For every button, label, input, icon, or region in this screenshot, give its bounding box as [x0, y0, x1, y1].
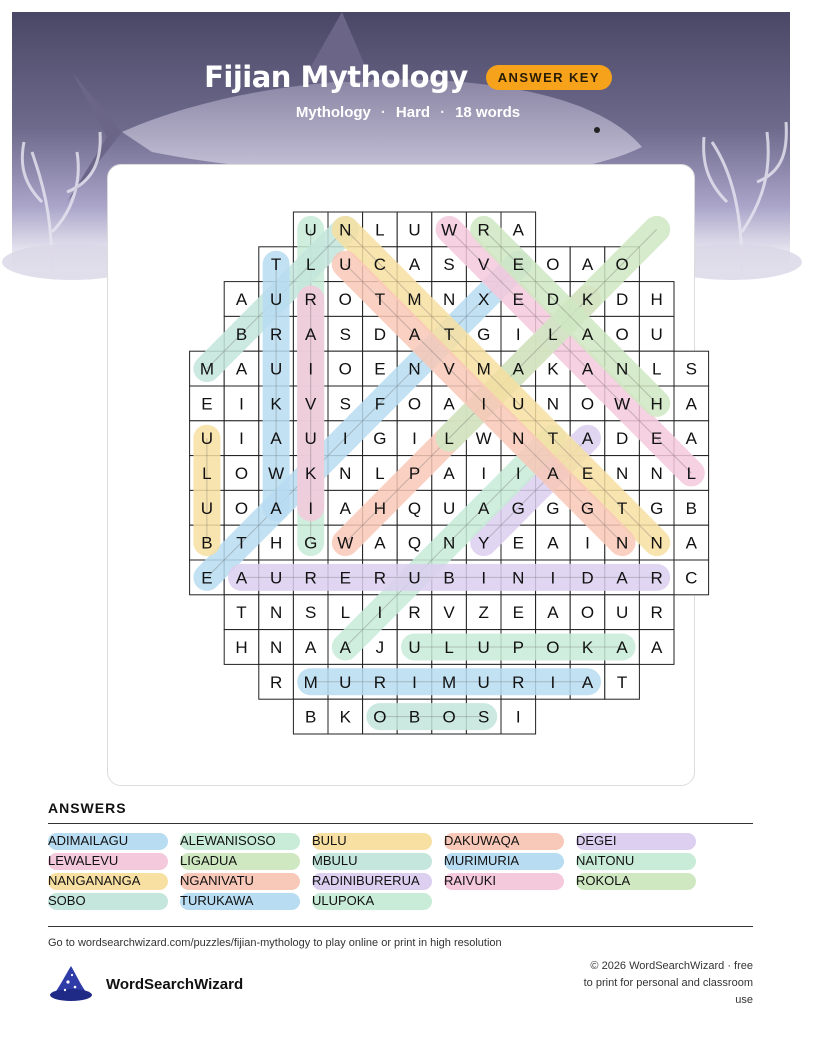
grid-letter: N	[615, 533, 629, 553]
brand-name: WordSearchWizard	[106, 975, 244, 993]
grid-letter: U	[339, 672, 352, 692]
grid-letter: D	[373, 324, 387, 344]
answer-item	[48, 832, 180, 850]
grid-letter: A	[547, 533, 559, 553]
grid-letter: N	[339, 464, 352, 483]
grid-letter: H	[650, 394, 663, 414]
grid-letter: A	[408, 255, 421, 275]
grid-letter: L	[444, 638, 454, 657]
word-search-grid	[155, 212, 698, 742]
grid-letter: I	[377, 603, 383, 623]
grid-letter: V	[478, 255, 490, 275]
grid-letter: L	[340, 603, 351, 623]
grid-letter: E	[512, 603, 524, 623]
grid-letter: L	[375, 464, 385, 483]
grid-letter: O	[546, 638, 560, 657]
grid-letter: U	[269, 359, 283, 379]
grid-letter: A	[512, 359, 524, 379]
grid-letter: K	[305, 464, 317, 483]
grid-letter: H	[373, 498, 387, 518]
grid-letter: R	[269, 672, 283, 692]
grid-letter: G	[511, 498, 525, 518]
grid-letter: B	[408, 707, 421, 727]
grid-letter: U	[200, 429, 214, 449]
grid-letter: N	[546, 394, 560, 414]
divider	[48, 823, 753, 824]
answer-item	[48, 872, 180, 890]
grid-letter: S	[685, 359, 697, 379]
answer-list	[48, 832, 758, 910]
grid-letter: W	[268, 464, 285, 483]
grid-letter: K	[270, 394, 282, 414]
grid-letter: U	[304, 429, 317, 449]
grid-letter: U	[408, 568, 421, 588]
answer-word: LIGADUA	[180, 853, 238, 868]
answer-item	[312, 852, 444, 870]
grid-letter: M	[476, 359, 491, 379]
grid-letter: T	[270, 255, 282, 275]
grid-letter: G	[580, 498, 595, 518]
grid-letter: U	[200, 498, 214, 518]
grid-letter: E	[201, 568, 213, 588]
answer-word: MBULU	[312, 853, 358, 868]
grid-letter: O	[407, 394, 422, 414]
grid-letter: I	[412, 672, 417, 692]
grid-letter: K	[581, 638, 594, 657]
grid-letter: A	[235, 359, 248, 379]
grid-letter: T	[616, 498, 628, 518]
grid-letter: A	[581, 429, 594, 449]
grid-letter: U	[408, 638, 421, 657]
grid-letter: N	[269, 603, 283, 623]
answer-key-badge: ANSWER KEY	[486, 65, 612, 90]
grid-letter: G	[304, 533, 318, 553]
grid-letter: O	[615, 255, 629, 275]
grid-letter: N	[442, 290, 456, 309]
grid-letter: T	[236, 533, 247, 553]
grid-letter: A	[581, 672, 594, 692]
grid-letter: G	[477, 324, 491, 344]
grid-letter: N	[650, 533, 663, 553]
grid-letter: A	[685, 429, 697, 449]
grid-letter: S	[478, 707, 490, 727]
grid-letter: K	[581, 290, 594, 309]
grid-letter: O	[338, 359, 352, 379]
grid-letter: R	[304, 568, 317, 588]
word-count-label: 18 words	[455, 104, 521, 121]
grid-letter: D	[615, 429, 629, 449]
grid-letter: I	[308, 498, 314, 518]
grid-letter: A	[270, 498, 282, 518]
grid-letter: I	[481, 568, 487, 588]
grid-letter: I	[481, 394, 487, 414]
wizard-hat-icon	[48, 964, 94, 1004]
answer-item	[48, 852, 180, 870]
grid-letter: R	[512, 672, 525, 692]
grid-letter: P	[408, 464, 421, 483]
grid-letter: I	[515, 324, 521, 344]
grid-letter: N	[512, 429, 525, 449]
category-label: Mythology	[295, 104, 371, 121]
grid-letter: E	[651, 429, 663, 449]
grid-letter: R	[477, 220, 490, 240]
separator-dot: ·	[380, 104, 386, 121]
grid-letter: B	[235, 324, 248, 344]
grid-letter: M	[407, 290, 422, 309]
footer-url-text: Go to wordsearchwizard.com/puzzles/fijian-mythology to play online or print in high resolution	[48, 937, 502, 949]
grid-letter: L	[305, 255, 316, 275]
grid-letter: C	[373, 255, 387, 275]
answer-item	[312, 892, 444, 910]
grid-letter: L	[375, 220, 385, 240]
grid-letter: E	[512, 290, 524, 309]
grid-letter: M	[199, 359, 214, 379]
grid-letter: N	[408, 359, 421, 379]
grid-letter: A	[374, 533, 386, 553]
grid-letter: Q	[407, 498, 422, 518]
grid-letter: K	[339, 707, 351, 727]
grid-letter: A	[443, 394, 455, 414]
grid-letter: R	[269, 324, 283, 344]
copyright-text: © 2026 WordSearchWizard · free to print for personal and classroom use	[583, 960, 753, 1006]
grid-letter: C	[685, 568, 698, 588]
grid-letter: O	[580, 394, 595, 414]
grid-letter: R	[408, 603, 421, 623]
grid-letter: U	[477, 672, 490, 692]
grid-letter: A	[305, 638, 317, 657]
grid-letter: A	[305, 324, 317, 344]
grid-letter: O	[373, 707, 387, 727]
grid-letter: S	[443, 255, 455, 275]
page-title: Fijian Mythology	[204, 60, 468, 94]
grid-letter: B	[201, 533, 213, 553]
answers-heading: ANSWERS	[48, 800, 127, 816]
divider	[48, 926, 753, 927]
grid-letter: D	[546, 290, 560, 309]
grid-letter: I	[550, 568, 556, 588]
grid-letter: N	[269, 638, 283, 657]
grid-letter: O	[546, 255, 560, 275]
grid-letter: T	[547, 429, 559, 449]
grid-letter: O	[580, 603, 595, 623]
answer-word: DEGEI	[576, 833, 617, 848]
grid-letter: I	[481, 464, 487, 483]
grid-letter: E	[374, 359, 386, 379]
grid-letter: E	[201, 394, 213, 414]
grid-letter: E	[581, 464, 594, 483]
grid-letter: U	[269, 290, 283, 309]
grid-letter: N	[615, 359, 629, 379]
grid-letter: V	[305, 394, 317, 414]
grid-letter: X	[478, 290, 490, 309]
grid-letter: V	[443, 359, 455, 379]
difficulty-label: Hard	[395, 104, 431, 121]
grid-letter: M	[442, 672, 457, 692]
grid-letter: V	[443, 603, 455, 623]
answer-item	[444, 872, 576, 890]
grid-letter: Z	[478, 603, 489, 623]
grid-letter: K	[547, 359, 559, 379]
grid-letter: L	[686, 464, 697, 483]
grid-letter: D	[615, 290, 629, 309]
grid-letter: D	[581, 568, 594, 588]
answer-item	[576, 852, 708, 870]
grid-letter: U	[269, 568, 283, 588]
grid-letter: E	[512, 533, 524, 553]
grid-letter: A	[339, 638, 351, 657]
answer-word: ADIMAILAGU	[48, 833, 129, 848]
grid-letter: A	[270, 429, 282, 449]
grid-letter: Y	[478, 533, 490, 553]
grid-letter: A	[512, 220, 524, 240]
grid-letter: B	[685, 498, 697, 518]
answer-item	[180, 872, 312, 890]
grid-letter: Q	[407, 533, 422, 553]
answer-item	[180, 832, 312, 850]
answer-item	[576, 872, 708, 890]
answer-word: ULUPOKA	[312, 893, 375, 908]
grid-letter: P	[512, 638, 524, 657]
grid-letter: A	[581, 359, 594, 379]
grid-letter: A	[651, 638, 663, 657]
grid-letter: H	[269, 533, 283, 553]
answer-word: ALEWANISOSO	[180, 833, 276, 848]
answer-item	[312, 832, 444, 850]
answer-word: NANGANANGA	[48, 873, 141, 888]
grid-letter: L	[548, 324, 558, 344]
grid-letter: E	[512, 255, 524, 275]
grid-letter: A	[547, 464, 559, 483]
grid-letter: B	[443, 568, 455, 588]
grid-letter: W	[441, 220, 458, 240]
answer-item	[48, 892, 180, 910]
grid-letter: N	[615, 464, 629, 483]
grid-letter: N	[650, 464, 663, 483]
grid-letter: I	[515, 707, 521, 727]
answer-item	[444, 832, 576, 850]
grid-letter: S	[339, 394, 351, 414]
grid-letter: O	[234, 464, 249, 483]
answer-word: NAITONU	[576, 853, 635, 868]
grid-letter: F	[374, 394, 386, 414]
brand-logo[interactable]	[48, 964, 243, 1004]
grid-letter: L	[651, 359, 662, 379]
grid-letter: A	[581, 324, 594, 344]
grid-letter: A	[339, 498, 351, 518]
answer-word: RADINIBURERUA	[312, 873, 420, 888]
answer-word: SOBO	[48, 893, 86, 908]
grid-letter: U	[512, 394, 525, 414]
grid-letter: N	[442, 533, 456, 553]
answer-word: RAIVUKI	[444, 873, 497, 888]
grid-letter: G	[546, 498, 560, 518]
grid-letter: T	[236, 603, 247, 623]
answer-word: TURUKAWA	[180, 893, 254, 908]
answer-item	[312, 872, 444, 890]
answer-item	[180, 892, 312, 910]
grid-letter: A	[408, 324, 421, 344]
grid-letter: G	[650, 498, 664, 518]
grid-letter: T	[443, 324, 455, 344]
grid-letter: A	[581, 255, 594, 275]
grid-letter: R	[650, 603, 663, 623]
answer-item	[180, 852, 312, 870]
grid-letter: O	[234, 498, 249, 518]
grid-letter: I	[585, 533, 590, 553]
grid-letter: U	[477, 638, 490, 657]
grid-letter: N	[512, 568, 525, 588]
answer-word: DAKUWAQA	[444, 833, 520, 848]
grid-letter: N	[339, 220, 352, 240]
grid-letter: U	[304, 220, 317, 240]
grid-letter: S	[339, 324, 351, 344]
grid-letter: U	[650, 324, 663, 344]
grid-letter: I	[239, 429, 244, 449]
grid-letter: A	[616, 638, 628, 657]
grid-letter: A	[235, 568, 248, 588]
grid-letter: H	[235, 638, 248, 657]
answer-word: MURIMURIA	[444, 853, 520, 868]
grid-letter: B	[305, 707, 317, 727]
grid-letter: E	[339, 568, 351, 588]
grid-letter: A	[478, 498, 490, 518]
grid-letter: T	[616, 672, 628, 692]
grid-letter: A	[235, 290, 248, 309]
grid-letter: L	[202, 464, 212, 483]
grid-letter: R	[373, 672, 387, 692]
grid-letter: I	[515, 464, 521, 483]
grid-letter: M	[303, 672, 318, 692]
grid-letter: A	[685, 533, 697, 553]
grid-letter: W	[475, 429, 492, 449]
grid-letter: O	[615, 324, 629, 344]
grid-letter: U	[339, 255, 352, 275]
grid-letter: A	[547, 603, 559, 623]
grid-letter: U	[442, 498, 456, 518]
grid-letter: A	[685, 394, 697, 414]
grid-letter: A	[443, 464, 455, 483]
answer-word: LEWALEVU	[48, 853, 119, 868]
grid-letter: W	[614, 394, 631, 414]
grid-letter: S	[305, 603, 317, 623]
grid-letter: I	[239, 394, 244, 414]
grid-letter: O	[442, 707, 456, 727]
grid-letter: U	[408, 220, 421, 240]
grid-letter: I	[342, 429, 348, 449]
grid-letter: W	[337, 533, 354, 553]
answer-word: ROKOLA	[576, 873, 631, 888]
grid-letter: I	[412, 429, 417, 449]
puzzle-meta	[0, 104, 816, 121]
grid-letter: O	[338, 290, 352, 309]
grid-letter: R	[373, 568, 387, 588]
separator-dot: ·	[440, 104, 446, 121]
grid-letter: I	[550, 672, 556, 692]
grid-letter: H	[650, 290, 663, 309]
grid-letter: J	[375, 638, 385, 657]
grid-letter: R	[304, 290, 317, 309]
grid-letter: I	[308, 359, 314, 379]
grid-letter: G	[373, 429, 387, 449]
grid-letter: T	[374, 290, 386, 309]
answer-word: BULU	[312, 833, 347, 848]
answer-word: NGANIVATU	[180, 873, 254, 888]
answer-item	[576, 832, 708, 850]
answer-item	[444, 852, 576, 870]
grid-letter: U	[615, 603, 629, 623]
grid-letter: A	[616, 568, 628, 588]
grid-letter: R	[650, 568, 663, 588]
grid-letter: L	[444, 429, 454, 449]
